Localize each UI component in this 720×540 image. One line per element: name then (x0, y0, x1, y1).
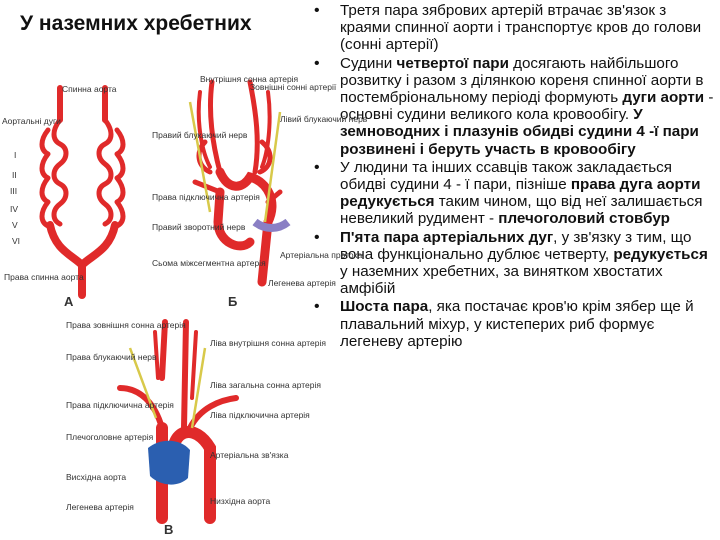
text: Третя пара зябрових артерій втрачає зв'язок з краями спинної аорти і транспортує кров до голови (сонні артерії) (340, 2, 702, 54)
label-v: Ліва загальна сонна артерія (210, 380, 321, 390)
bullet-item (308, 229, 718, 298)
figure-letter-v: В (164, 522, 174, 537)
bold-text: дуги аорти (622, 89, 705, 107)
label-v: Плечоголовне артерія (66, 432, 154, 442)
label-v: Легенева артерія (66, 502, 134, 512)
bold-text: У земноводних і плазунів обидві судини 4 -ї пари розвинені і беруть участь в кровообігу (340, 106, 699, 158)
label-a: Спинна аорта (62, 84, 117, 94)
text: , яка постачає кров'ю крім зябер ще й плавальний міхур, у кистеперих риб формує легеневу артерію (340, 298, 694, 350)
label-a: Права спинна аорта (4, 272, 84, 282)
figure-letter-a: А (64, 294, 74, 309)
label-b: Лівий блукаючий нерв (280, 114, 368, 124)
diagram-a (0, 80, 160, 310)
bullet-item (308, 55, 718, 158)
figure-letter-b: Б (228, 294, 238, 309)
bullet-item (308, 2, 718, 54)
label-a: III (10, 186, 18, 196)
text: , у зв'язку з тим, що вона функціонально дублює четверту, (340, 228, 692, 263)
bold-text: права дуга аорти редукується (340, 176, 701, 211)
bold-text: П'ята пара артеріальних дуг (340, 228, 554, 246)
bold-text: Шоста пара (340, 298, 429, 316)
page-title: У наземних хребетних (20, 12, 252, 35)
label-v: Права підключична артерія (66, 400, 174, 410)
label-b: Сьома міжсегментна артерія (152, 258, 266, 268)
label-b: Правий блукаючий нерв (152, 130, 248, 140)
text: таким чином, що від неї залишається невеликий рудимент - (340, 193, 703, 228)
bullet-list (308, 2, 718, 351)
text: у наземних хребетних, за винятком хвостатих амфібій (340, 263, 663, 298)
bullet-item (308, 159, 718, 228)
label-v: Ліва підключична артерія (210, 410, 310, 420)
bold-text: четвертої пари (396, 54, 509, 72)
label-v: Низхідна аорта (210, 496, 271, 506)
diagram-b (150, 72, 368, 312)
diagram-v (60, 318, 326, 540)
label-a: Аортальні дуги (2, 116, 61, 126)
label-v: Права зовнішня сонна артерія (66, 320, 186, 330)
label-b: Артеріальна протока (280, 250, 363, 260)
label-b: Легенева артерія (268, 278, 336, 288)
label-v: Права блукаючий нерв (66, 352, 157, 362)
bold-text: плечоголовий стовбур (498, 210, 670, 228)
label-b: Права підключична артерія (152, 192, 260, 202)
label-v: Ліва внутрішня сонна артерія (210, 338, 326, 348)
label-v: Артеріальна зв'язка (210, 450, 289, 460)
text: - основні судини великого кола кровообігу. (340, 89, 714, 124)
bullet-item (308, 298, 718, 350)
label-a: IV (10, 204, 19, 214)
label-a: II (12, 170, 17, 180)
label-v: Висхідна аорта (66, 472, 127, 482)
label-a: V (12, 220, 18, 230)
label-a: I (14, 150, 17, 160)
label-b: Зовнішні сонні артерії (250, 82, 337, 92)
text: досягають найбільшого розвитку і разом з ділянкою кореня спинної аорти в постембріональному періоді формують (340, 54, 704, 107)
bold-text: редукується (613, 245, 708, 263)
label-b: Внутрішня сонна артерія (200, 74, 299, 84)
text: У людини та інших ссавців також закладається обидві судини 4 - ї пари, пізніше (340, 158, 672, 194)
artery-b (190, 82, 288, 282)
label-a: VI (12, 236, 21, 246)
label-b: Правий зворотний нерв (152, 222, 246, 232)
text: Судини (340, 54, 397, 72)
